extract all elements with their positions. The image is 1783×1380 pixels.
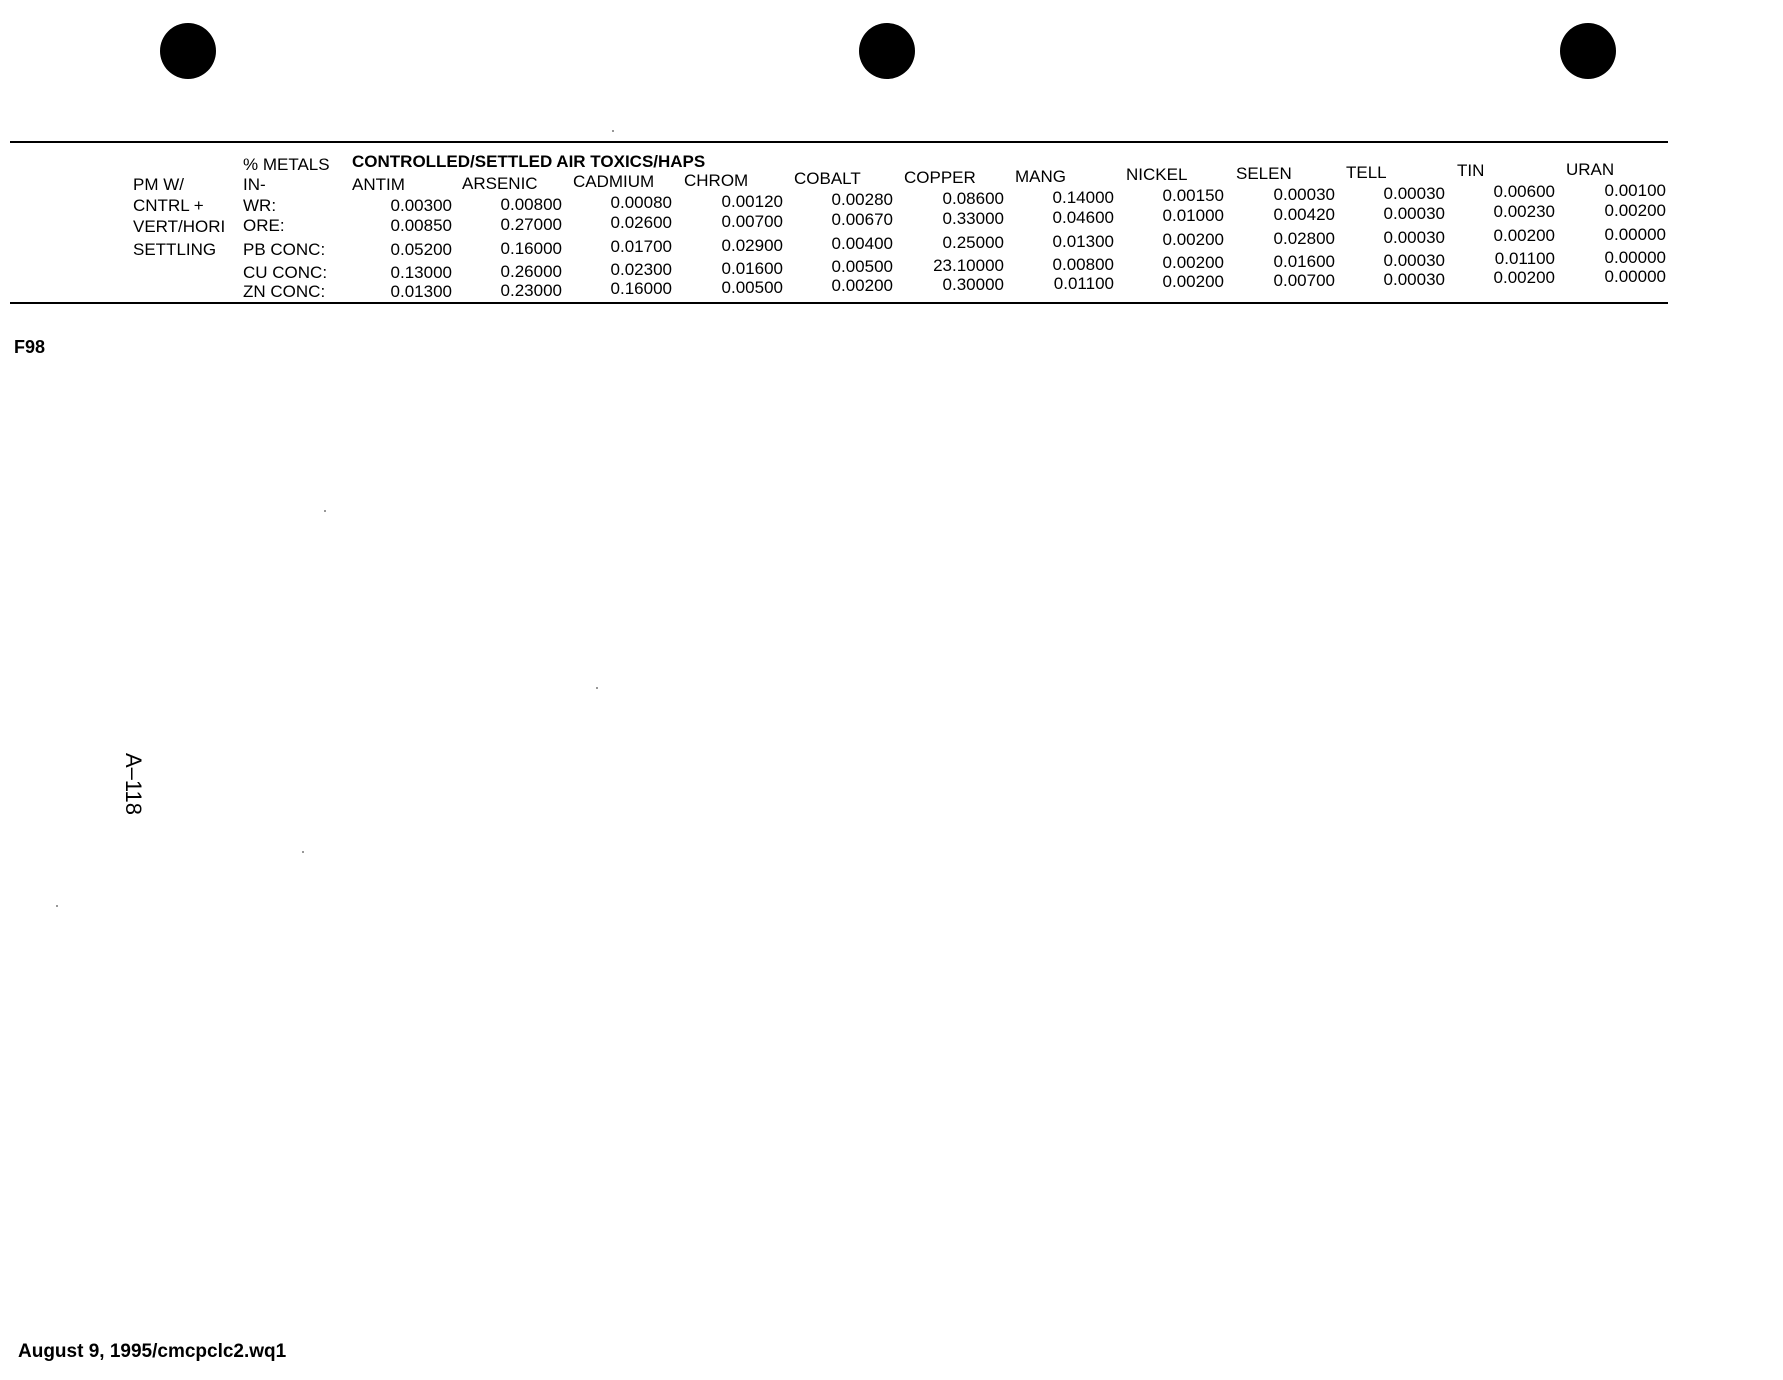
table-cell: 0.23000 — [500, 281, 562, 300]
table-cell: 0.00420 — [1273, 205, 1335, 224]
table-cell: 0.00700 — [721, 212, 783, 231]
table-cell: 0.00200 — [1162, 253, 1224, 272]
table-cell: 23.10000 — [933, 256, 1004, 275]
table-top-rule — [10, 141, 1668, 143]
table-cell: 0.00500 — [831, 257, 893, 276]
table-cell: 0.00080 — [610, 193, 672, 212]
table-cell: 0.00000 — [1604, 225, 1666, 244]
table-cell: 0.00030 — [1383, 204, 1445, 223]
punch-hole-left — [160, 23, 216, 79]
scan-speck — [324, 510, 326, 512]
table-cell: 0.00030 — [1383, 251, 1445, 270]
table-cell: 0.25000 — [942, 233, 1004, 252]
table-cell: 0.00400 — [831, 234, 893, 253]
table-cell: 0.00200 — [1604, 201, 1666, 220]
table-cell: 0.00030 — [1383, 228, 1445, 247]
table-cell: 0.00800 — [1052, 255, 1114, 274]
table-cell: 0.00500 — [721, 278, 783, 297]
table-cell: 0.27000 — [500, 215, 562, 234]
process-line-4: SETTLING — [133, 240, 217, 259]
table-cell: 0.00200 — [1493, 226, 1555, 245]
table-cell: 0.02800 — [1273, 229, 1335, 248]
column-header: NICKEL — [1126, 165, 1188, 184]
table-cell: 0.00670 — [831, 210, 893, 229]
column-header: MANG — [1015, 167, 1066, 186]
table-cell: 0.13000 — [390, 263, 452, 282]
table-cell: 0.01000 — [1162, 206, 1224, 225]
section-code: F98 — [14, 337, 46, 357]
scan-speck — [302, 851, 304, 853]
column-header: SELEN — [1236, 164, 1292, 183]
column-header: TIN — [1457, 161, 1485, 180]
table-cell: 0.00100 — [1604, 181, 1666, 200]
in-label: IN- — [243, 175, 266, 194]
process-line-1: PM W/ — [133, 175, 184, 194]
table-cell: 0.00200 — [1162, 230, 1224, 249]
process-line-2: CNTRL + — [133, 196, 204, 215]
table-cell: 0.00150 — [1162, 186, 1224, 205]
page-number: A–118 — [121, 753, 146, 815]
table-cell: 0.00200 — [1493, 268, 1555, 287]
column-header: ANTIM — [352, 175, 405, 194]
table-cell: 0.30000 — [942, 275, 1004, 294]
process-line-3: VERT/HORI — [133, 217, 226, 236]
table-cell: 0.01600 — [1273, 252, 1335, 271]
table-cell: 0.01600 — [721, 259, 783, 278]
table-cell: 0.01100 — [1494, 249, 1555, 268]
table-cell: 0.00280 — [831, 190, 893, 209]
table-cell: 0.01300 — [1052, 232, 1114, 251]
table-cell: 0.00120 — [721, 192, 783, 211]
table-cell: 0.00200 — [831, 276, 893, 295]
column-header: CHROM — [684, 171, 749, 190]
pct-metals-label: % METALS — [243, 155, 330, 174]
table-cell: 0.00600 — [1493, 182, 1555, 201]
scan-speck — [612, 130, 614, 132]
column-header: COBALT — [794, 169, 861, 188]
table-cell: 0.00030 — [1383, 270, 1445, 289]
column-header: ARSENIC — [462, 174, 538, 193]
table-cell: 0.00230 — [1493, 202, 1555, 221]
table-cell: 0.01700 — [610, 237, 672, 256]
table-cell: 0.16000 — [610, 279, 672, 298]
table-bottom-rule — [10, 302, 1668, 304]
table-cell: 0.00030 — [1383, 184, 1445, 203]
table-cell: 0.00200 — [1162, 272, 1224, 291]
table-cell: 0.08600 — [942, 189, 1004, 208]
table-cell: 0.00000 — [1604, 248, 1666, 267]
row-label: ORE: — [243, 216, 285, 235]
row-label: ZN CONC: — [243, 282, 326, 301]
table-cell: 0.00850 — [390, 216, 452, 235]
punch-hole-right — [1560, 23, 1616, 79]
row-label: PB CONC: — [243, 240, 326, 259]
column-header: CADMIUM — [573, 172, 655, 191]
table-cell: 0.00030 — [1273, 185, 1335, 204]
table-cell: 0.02300 — [610, 260, 672, 279]
table-cell: 0.01100 — [1053, 274, 1114, 293]
punch-hole-center — [859, 23, 915, 79]
scan-speck — [596, 687, 598, 689]
table-cell: 0.01300 — [390, 282, 452, 301]
column-header: URAN — [1566, 160, 1615, 179]
scan-speck — [56, 905, 58, 907]
table-cell: 0.02900 — [721, 236, 783, 255]
table-cell: 0.00300 — [390, 196, 452, 215]
row-label: WR: — [243, 196, 277, 215]
table-title: CONTROLLED/SETTLED AIR TOXICS/HAPS — [352, 152, 706, 171]
table-cell: 0.26000 — [500, 262, 562, 281]
footer-date-file: August 9, 1995/cmcpclc2.wq1 — [18, 1341, 287, 1362]
table-cell: 0.00700 — [1273, 271, 1335, 290]
column-header: TELL — [1346, 163, 1387, 182]
table-cell: 0.14000 — [1052, 188, 1114, 207]
table-cell: 0.02600 — [610, 213, 672, 232]
table-cell: 0.16000 — [500, 239, 562, 258]
column-header: COPPER — [904, 168, 976, 187]
table-cell: 0.04600 — [1052, 208, 1114, 227]
table-cell: 0.05200 — [390, 240, 452, 259]
table-cell: 0.00000 — [1604, 267, 1666, 286]
table-cell: 0.00800 — [500, 195, 562, 214]
table-cell: 0.33000 — [942, 209, 1004, 228]
row-label: CU CONC: — [243, 263, 328, 282]
